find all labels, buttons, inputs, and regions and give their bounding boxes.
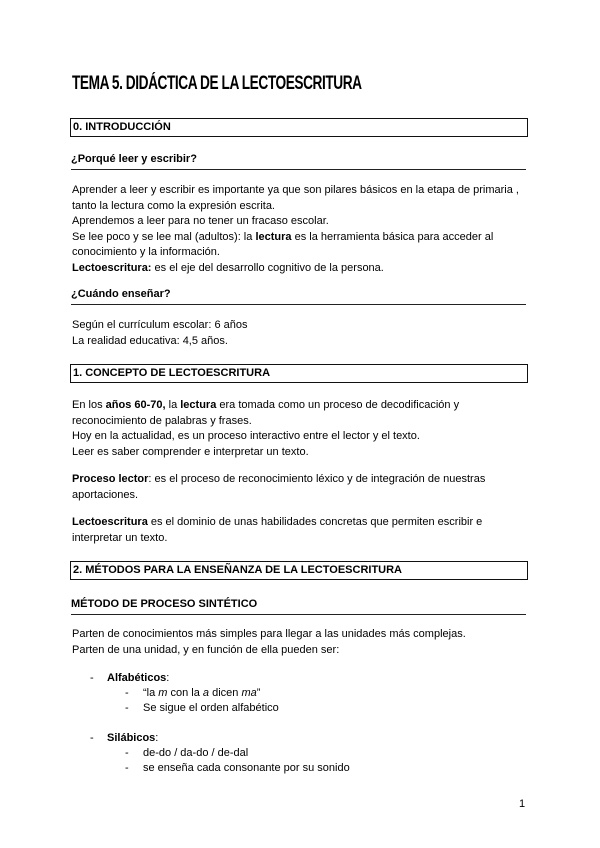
text-line: Lectoescritura es el dominio de unas habilidades concretas que permiten escribir e: [72, 516, 483, 528]
section-heading-concepto: 1. CONCEPTO DE LECTOESCRITURA: [70, 364, 528, 383]
section-heading-metodos: 2. MÉTODOS PARA LA ENSEÑANZA DE LA LECTOESCRITURA: [70, 561, 528, 580]
text-line: Hoy en la actualidad, es un proceso interactivo entre el lector y el texto.: [72, 430, 420, 442]
document-title: TEMA 5. DIDÁCTICA DE LA LECTOESCRITURA: [72, 73, 362, 94]
subheading-cuando-ensenar: ¿Cuándo enseñar?: [71, 287, 526, 305]
text-line: interpretar un texto.: [72, 531, 168, 544]
paragraph-proceso-lector: [72, 472, 532, 503]
text-line: Lectoescritura: es el eje del desarrollo cognitivo de la persona.: [72, 261, 384, 274]
sub-item: Se sigue el orden alfabético: [143, 702, 279, 714]
list-bullet: -: [90, 732, 94, 744]
text-line: En los años 60-70, la lectura era tomada como un proceso de decodificación y: [72, 399, 460, 411]
text-line: reconocimiento de palabras y frases.: [72, 414, 252, 427]
text-line: tanto la lectura como la expresión escrita.: [72, 199, 275, 212]
text-line: La realidad educativa: 4,5 años.: [72, 334, 228, 347]
text-line: Leer es saber comprender e interpretar un texto.: [72, 445, 309, 458]
text-line: Aprender a leer y escribir es importante ya que son pilares básicos en la etapa de primaria ,: [72, 184, 519, 196]
paragraph-porque-leer: [72, 183, 532, 276]
sub-item: de-do / da-do / de-dal: [143, 747, 249, 759]
list-bullet: -: [125, 747, 129, 759]
page-number: 1: [519, 798, 526, 810]
text-line: Aprendemos a leer para no tener un fracaso escolar.: [72, 215, 329, 227]
text-line: Según el currículum escolar: 6 años: [72, 319, 248, 331]
text-line: aportaciones.: [72, 488, 139, 501]
subheading-metodo-sintetico: MÉTODO DE PROCESO SINTÉTICO: [71, 597, 526, 615]
sub-item: “la m con la a dicen ma”: [143, 687, 261, 699]
bold-term-lectoescritura: Lectoescritura:: [72, 261, 152, 274]
subheading-porque-leer: ¿Porqué leer y escribir?: [71, 152, 526, 170]
text-line: Parten de conocimientos más simples para llegar a las unidades más complejas.: [72, 628, 466, 640]
list-item-alfabeticos: Alfabéticos:: [107, 672, 170, 684]
text-line: Se lee poco y se lee mal (adultos): la lectura es la herramienta básica para acceder al: [72, 230, 494, 243]
sub-item: se enseña cada consonante por su sonido: [143, 762, 350, 774]
text-line: Parten de una unidad, y en función de ella pueden ser:: [72, 643, 340, 656]
paragraph-concepto-1: [72, 398, 532, 460]
list-bullet: -: [125, 702, 129, 714]
text-line: conocimiento y la información.: [72, 246, 220, 258]
paragraph-cuando-ensenar: [72, 318, 532, 349]
list-item-silabicos: Silábicos:: [107, 732, 159, 744]
list-bullet: -: [125, 687, 129, 699]
bold-term-lectura: lectura: [255, 230, 292, 243]
list-bullet: -: [125, 762, 129, 774]
paragraph-lectoescritura: [72, 515, 532, 546]
section-heading-introduccion: 0. INTRODUCCIÓN: [70, 118, 528, 137]
paragraph-metodo-sintetico: [72, 627, 532, 658]
text-line: Proceso lector: es el proceso de reconocimiento léxico y de integración de nuestras: [72, 473, 486, 485]
list-bullet: -: [90, 672, 94, 684]
